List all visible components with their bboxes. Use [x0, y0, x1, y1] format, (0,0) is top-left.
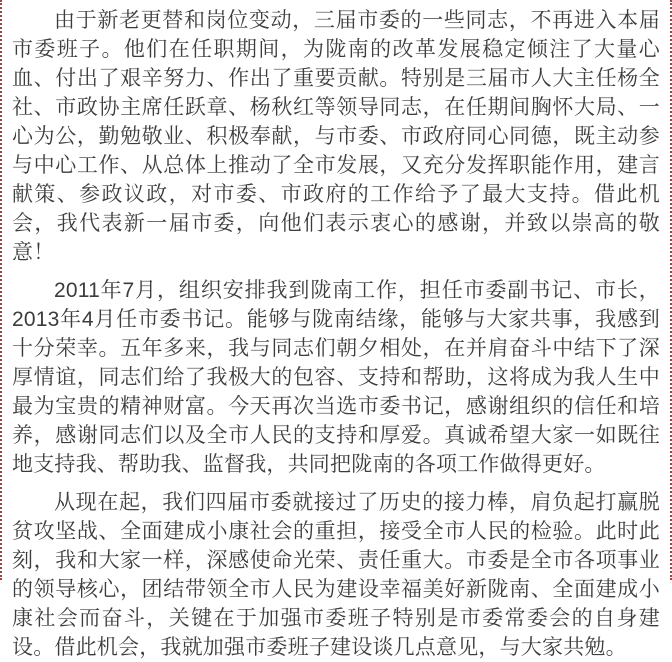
paragraph-1: 由于新老更替和岗位变动，三届市委的一些同志，不再进入本届市委班子。他们在任职期间，为陇南的改革发展稳定倾注了大量心血、付出了艰辛努力、作出了重要贡献。特别是三届市人大主任杨全社、市政协主席任跃章、杨秋红等领导同志，在任期间胸怀大局、一心为公，勤勉敬业、积极奉献，与市委、市政府同心同德，既主动参与中心工作、从总体上推动了全市发展，又充分发挥职能作用，建言献策、参政议政，对市委、市政府的工作给予了最大支持。借此机会，我代表新一届市委，向他们表示衷心的感谢，并致以崇高的敬意！ — [12, 9, 660, 264]
paragraph-3: 从现在起，我们四届市委就接过了历史的接力棒，肩负起打赢脱贫攻坚战、全面建成小康社会的重担，接受全市人民的检验。此时此刻，我和大家一样，深感使命光荣、责任重大。市委是全市各项事业的领导核心，团结带领全市人民为建设幸福美好新陇南、全面建成小康社会而奋斗，关键在于加强市委班子特别是市委常委会的自身建设。借此机会，我就加强市委班子建设谈几点意见，与大家共勉。 — [12, 491, 660, 659]
document-body — [12, 6, 660, 662]
paragraph-2: 2011年7月，组织安排我到陇南工作，担任市委副书记、市长，2013年4月任市委书记。能够与陇南结缘，能够与大家共事，我感到十分荣幸。五年多来，我与同志们朝夕相处，在并肩奋斗中结下了深厚情谊，同志们给了我极大的包容、支持和帮助，这将成为我人生中最为宝贵的精神财富。今天再次当选市委书记，感谢组织的信任和培养，感谢同志们以及全市人民的支持和厚爱。真诚希望大家一如既往地支持我、帮助我、监督我，共同把陇南的各项工作做得更好。 — [12, 279, 660, 476]
